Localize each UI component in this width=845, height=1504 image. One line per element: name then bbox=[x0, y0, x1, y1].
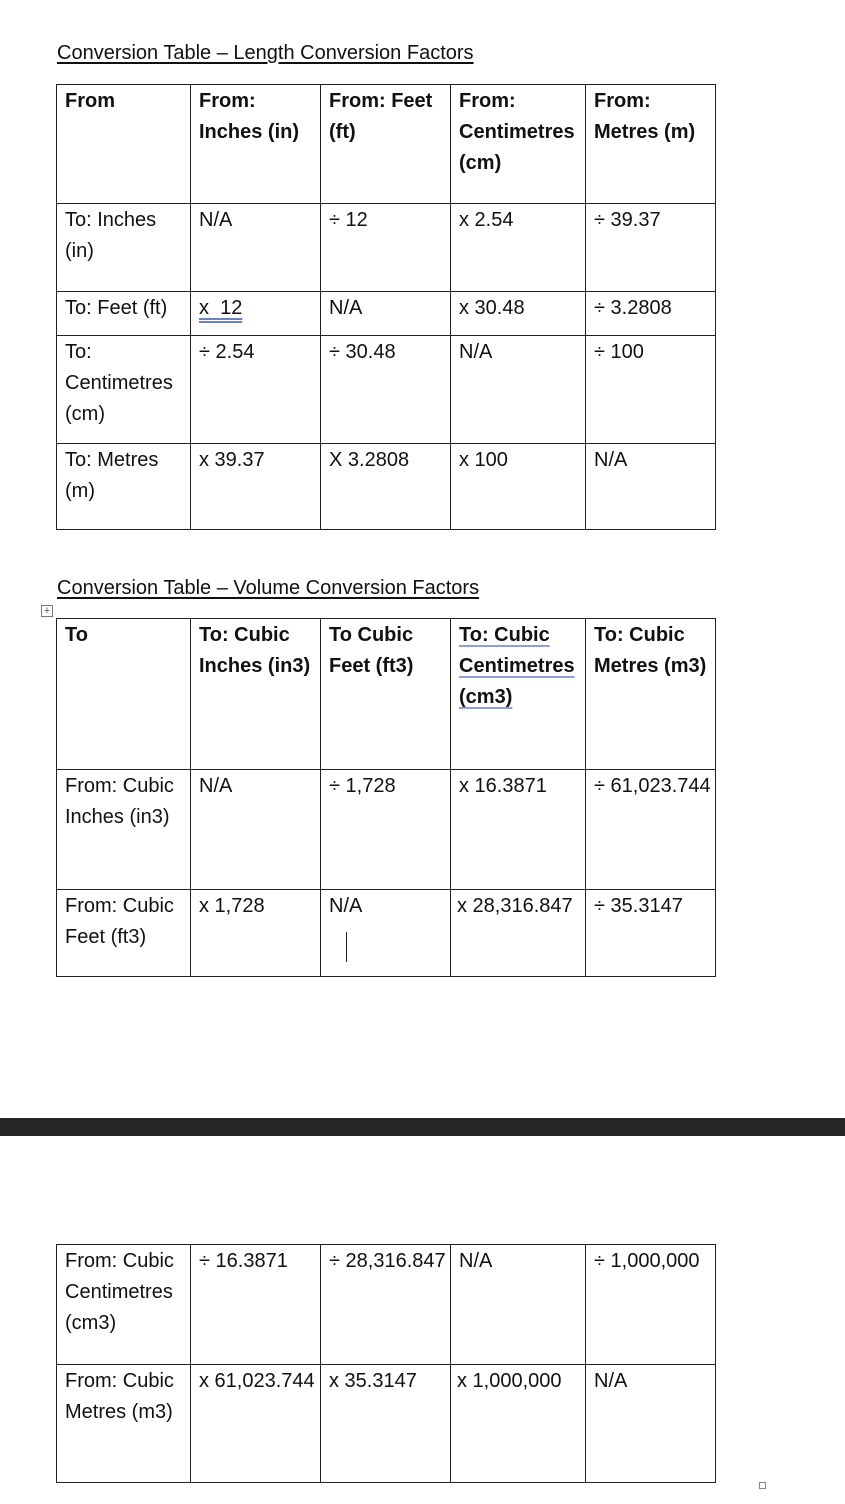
table-row bbox=[57, 204, 716, 292]
table-cell[interactable]: x 30.48 bbox=[451, 292, 586, 336]
header-cell[interactable]: To: Cubic Metres (m3) bbox=[586, 619, 716, 770]
table-cell[interactable]: ÷ 1,728 bbox=[321, 770, 451, 890]
header-cell[interactable]: From: Centimetres (cm) bbox=[451, 85, 586, 204]
page-break-divider bbox=[0, 1118, 845, 1136]
row-label-cell[interactable]: From: Cubic Centimetres (cm3) bbox=[57, 1245, 191, 1365]
table-cell[interactable]: ÷ 3.2808 bbox=[586, 292, 716, 336]
table-row bbox=[57, 336, 716, 444]
row-label-cell[interactable]: From: Cubic Inches (in3) bbox=[57, 770, 191, 890]
header-cell[interactable]: From: Inches (in) bbox=[191, 85, 321, 204]
table-cell[interactable]: x 35.3147 bbox=[321, 1365, 451, 1483]
table-cell[interactable]: ÷ 16.3871 bbox=[191, 1245, 321, 1365]
text-cursor bbox=[346, 932, 347, 962]
table-cell[interactable]: N/A bbox=[321, 292, 451, 336]
table-cell[interactable]: N/A bbox=[451, 1245, 586, 1365]
table-row bbox=[57, 1245, 716, 1365]
table-cell[interactable]: ÷ 100 bbox=[586, 336, 716, 444]
row-label-cell[interactable]: From: Cubic Feet (ft3) bbox=[57, 890, 191, 977]
volume-table-title: Conversion Table – Volume Conversion Factors bbox=[57, 577, 480, 599]
header-cell[interactable]: To: Cubic Inches (in3) bbox=[191, 619, 321, 770]
table-cell[interactable]: ÷ 2.54 bbox=[191, 336, 321, 444]
table-cell[interactable]: x 16.3871 bbox=[451, 770, 586, 890]
table-cell[interactable]: ÷ 1,000,000 bbox=[586, 1245, 716, 1365]
table-cell[interactable]: N/A bbox=[451, 336, 586, 444]
table-row bbox=[57, 292, 716, 336]
table-cell[interactable]: x 100 bbox=[451, 444, 586, 530]
table-cell[interactable]: ÷ 28,316.847 bbox=[321, 1245, 451, 1365]
table-cell[interactable]: x 1,000,000 bbox=[451, 1365, 586, 1483]
table-cell[interactable]: N/A bbox=[191, 204, 321, 292]
table-header-row bbox=[57, 619, 716, 770]
header-cell[interactable]: To bbox=[57, 619, 191, 770]
table-row bbox=[57, 1365, 716, 1483]
table-resize-handle-icon[interactable] bbox=[759, 1482, 766, 1489]
table-cell[interactable]: X 3.2808 bbox=[321, 444, 451, 530]
table-cell[interactable]: x 61,023.744 bbox=[191, 1365, 321, 1483]
table-cell[interactable]: ÷ 30.48 bbox=[321, 336, 451, 444]
table-cell[interactable]: x 28,316.847 bbox=[451, 890, 586, 977]
cell-text: x 12 bbox=[199, 297, 243, 319]
table-cell[interactable]: x 1,728 bbox=[191, 890, 321, 977]
table-cell[interactable]: N/A bbox=[321, 890, 451, 977]
table-cell[interactable]: N/A bbox=[586, 1365, 716, 1483]
table-row bbox=[57, 890, 716, 977]
table-move-handle-icon[interactable]: + bbox=[41, 605, 53, 617]
header-cell[interactable]: From: Feet (ft) bbox=[321, 85, 451, 204]
length-conversion-table bbox=[56, 84, 716, 530]
table-cell[interactable]: x 39.37 bbox=[191, 444, 321, 530]
header-cell[interactable]: To Cubic Feet (ft3) bbox=[321, 619, 451, 770]
table-row bbox=[57, 770, 716, 890]
header-cell[interactable] bbox=[451, 619, 586, 770]
table-cell[interactable]: x 2.54 bbox=[451, 204, 586, 292]
table-cell[interactable]: ÷ 12 bbox=[321, 204, 451, 292]
cell-text: To: Cubic Centimetres (cm3) bbox=[459, 624, 575, 708]
row-label-cell[interactable]: From: Cubic Metres (m3) bbox=[57, 1365, 191, 1483]
table-cell[interactable]: N/A bbox=[191, 770, 321, 890]
row-label-cell[interactable]: To: Metres (m) bbox=[57, 444, 191, 530]
volume-conversion-table bbox=[56, 618, 716, 977]
row-label-cell[interactable]: To: Centimetres (cm) bbox=[57, 336, 191, 444]
table-cell[interactable]: ÷ 61,023.744 bbox=[586, 770, 716, 890]
volume-conversion-table-continued bbox=[56, 1244, 716, 1483]
header-cell[interactable]: From: Metres (m) bbox=[586, 85, 716, 204]
table-row bbox=[57, 444, 716, 530]
table-header-row bbox=[57, 85, 716, 204]
table-cell[interactable]: ÷ 35.3147 bbox=[586, 890, 716, 977]
header-cell[interactable]: From bbox=[57, 85, 191, 204]
row-label-cell[interactable]: To: Feet (ft) bbox=[57, 292, 191, 336]
length-table-title: Conversion Table – Length Conversion Factors bbox=[57, 42, 474, 64]
row-label-cell[interactable]: To: Inches (in) bbox=[57, 204, 191, 292]
table-cell[interactable]: N/A bbox=[586, 444, 716, 530]
table-cell[interactable] bbox=[191, 292, 321, 336]
table-cell[interactable]: ÷ 39.37 bbox=[586, 204, 716, 292]
